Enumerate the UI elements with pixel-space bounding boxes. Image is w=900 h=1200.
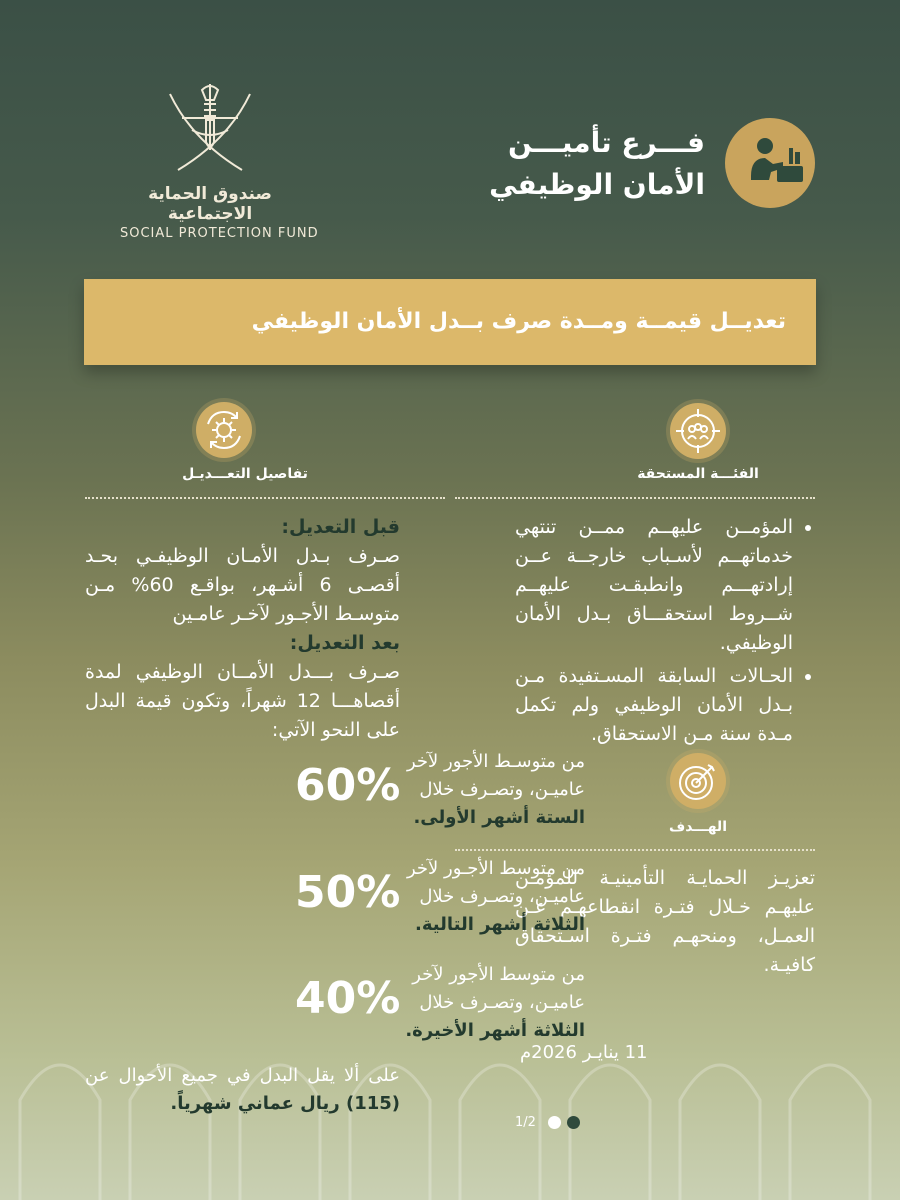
minimum-text: على ألا يقل البدل في جميع الأحوال عن: [85, 1065, 400, 1086]
details-heading: تفاصيل التعـــديـل: [182, 466, 308, 482]
eligible-divider: [455, 497, 815, 499]
tier-percent: 60%: [295, 760, 401, 811]
tier-percent: 40%: [295, 973, 401, 1024]
banner-title: تعديــل قيمــة ومــدة صرف بــدل الأمان الوظيفي: [251, 309, 786, 334]
tier-description: [405, 961, 585, 1045]
group-target-icon: [670, 403, 726, 459]
gear-cycle-icon: [196, 402, 252, 458]
topic-banner: [84, 279, 816, 365]
eligible-heading: الفئـــة المستحقة: [637, 466, 759, 482]
branch-title-line1: فـــرع تأميـــن: [507, 126, 705, 159]
page-number: 1/2: [515, 1115, 536, 1130]
page-dot-active[interactable]: [567, 1116, 580, 1129]
goal-text: تعزيـز الحمايـة التأمينيـة للمؤمـن عليهـم خـلال فتـرة انقطاعهـم عـن العمـل، ومنحهـم فتـرة اسـتحقاق كافيـة.: [515, 867, 815, 976]
tier-percent: 50%: [295, 867, 401, 918]
minimum-note: [85, 1062, 400, 1118]
tier-text: من متوسـط الأجور لآخر عاميـن، وتصـرف خلال: [406, 751, 585, 800]
target-arrow-icon: [670, 753, 726, 809]
eligible-item: • المؤمــن عليهــم ممــن تنتهي خدماتهــم لأسـباب خارجــة عــن إرادتهـــم وانطبقـت عليهــم شــروط استحقـــاق بـدل الأمان الوظيفي.: [515, 513, 793, 658]
tier-period: الثلاثة أشهر التالية.: [415, 914, 585, 935]
before-text: صـرف بـدل الأمـان الوظيفـي بحـد أقصـى 6 أشـهر، بواقـع 60% مـن متوسـط الأجـور لآخـر عامـين: [85, 545, 401, 625]
goal-divider: [455, 849, 815, 851]
publish-date: 11 ينايـر 2026م: [520, 1042, 648, 1063]
tier-description: [405, 855, 585, 939]
details-before-after: [85, 513, 400, 745]
logo-english-name: SOCIAL PROTECTION FUND: [120, 226, 319, 241]
page-dot[interactable]: [548, 1116, 561, 1129]
tier-text: من متوسط الأجـور لآخر عاميـن، وتصـرف خلال: [406, 858, 585, 907]
minimum-amount: (115) ريال عماني شهرياً.: [170, 1093, 400, 1114]
tier-text: من متوسط الأجور لآخر عاميـن، وتصـرف خلال: [412, 964, 585, 1013]
after-label: بعد التعديل:: [289, 632, 400, 654]
tier-period: الستة أشهر الأولى.: [413, 807, 585, 828]
after-text: صـرف بـــدل الأمــان الوظيفي لمدة أقصاهـــا 12 شهراً، وتكون قيمة البدل على النحو الآتي:: [85, 661, 400, 741]
eligible-list: [515, 513, 815, 753]
details-divider: [85, 497, 445, 499]
fund-logo: [120, 80, 319, 241]
goal-heading: الهـــدف: [668, 819, 727, 835]
oman-emblem-icon: [162, 80, 258, 180]
before-label: قبل التعديل:: [281, 516, 400, 538]
page-indicator: [515, 1115, 580, 1130]
branch-title-line2: الأمان الوظيفي: [489, 168, 705, 201]
tier-period: الثلاثة أشهر الأخيرة.: [405, 1020, 585, 1041]
person-at-desk-icon: [725, 118, 815, 208]
logo-arabic-name: صندوق الحماية الاجتماعية: [148, 184, 272, 224]
tier-description: [405, 748, 585, 832]
eligible-item: • الحـالات السابقة المسـتفيدة مـن بـدل الأمان الوظيفي ولم تكمل مـدة سنة مـن الاستحقاق.: [515, 662, 793, 749]
branch-title: [405, 122, 705, 206]
